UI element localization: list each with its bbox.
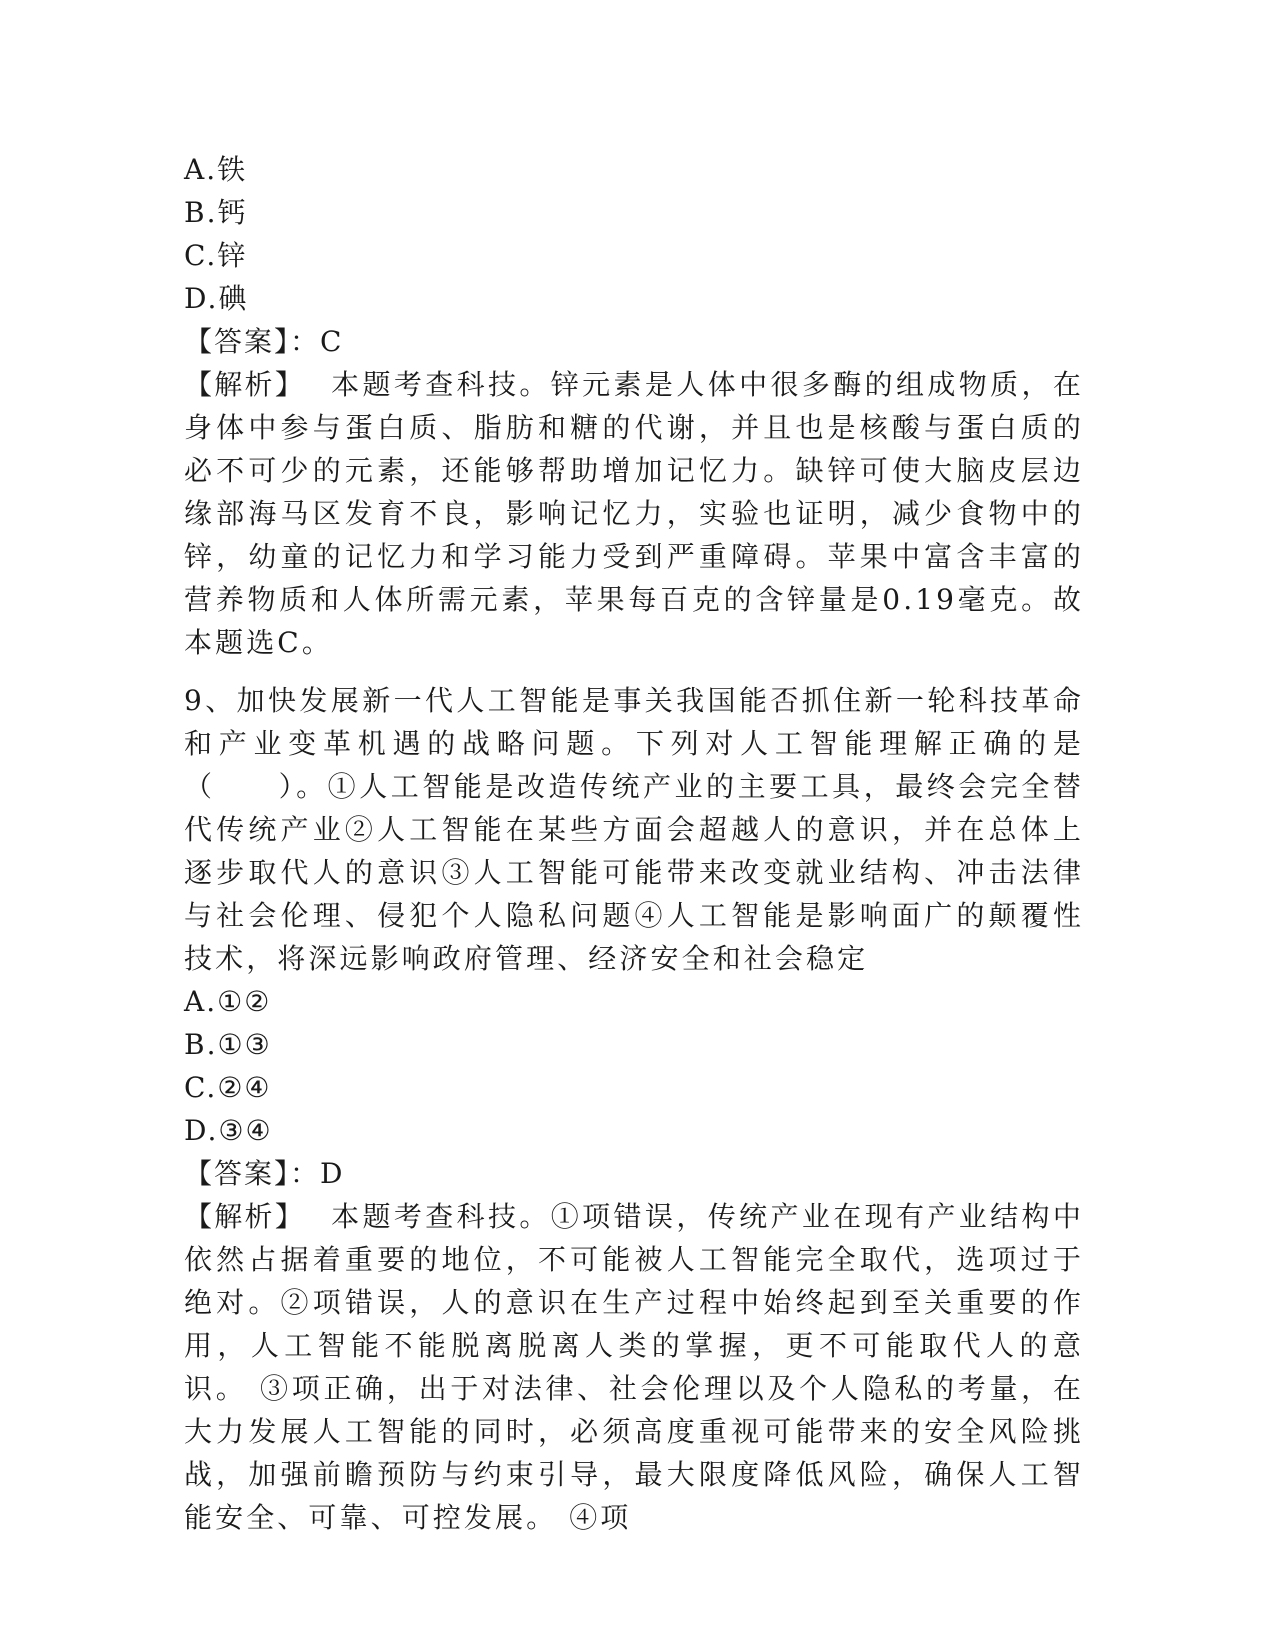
- option-b: B.钙: [184, 196, 248, 229]
- option-a: A.铁: [184, 153, 248, 186]
- analysis-text: 本题考查科技。①项错误，传统产业在现有产业结构中依然占据着重要的地位，不可能被人工智能完全取代，选项过于绝对。②项错误，人的意识在生产过程中始终起到至关重要的作用，人工智能不能脱离脱离人类的掌握，更不可能取代人的意识。 ③项正确，出于对法律、社会伦理以及个人隐私的考量，在大力发展人工智能的同时，必须高度重视可能带来的安全风险挑战，加强前瞻预防与约束引导，最大限度降低风险，确保人工智能安全、可靠、可控发展。 ④项: [184, 1200, 1084, 1534]
- analysis-label: 【解析】: [184, 368, 306, 401]
- question-stem: 9、加快发展新一代人工智能是事关我国能否抓住新一轮科技革命和产业变革机遇的战略问题。下列对人工智能理解正确的是（ ）。①人工智能是改造传统产业的主要工具，最终会完全替代传统产业②人工智能在某些方面会超越人的意识，并在总体上逐步取代人的意识③人工智能可能带来改变就业结构、冲击法律与社会伦理、侵犯个人隐私问题④人工智能是影响面广的颠覆性技术，将深远影响政府管理、经济安全和社会稳定: [184, 684, 1084, 975]
- option-c: C.②④: [184, 1071, 272, 1104]
- answer-label: 【答案】：: [184, 325, 321, 358]
- option-c: C.锌: [184, 239, 248, 272]
- answer-value: D: [320, 1157, 345, 1190]
- analysis-paragraph: [184, 363, 1084, 664]
- answer-value: C: [320, 325, 344, 358]
- answer-label: 【答案】：: [184, 1157, 321, 1190]
- answer-line: [184, 320, 1084, 363]
- answer-line: [184, 1152, 1084, 1195]
- option-d: D.③④: [184, 1114, 273, 1147]
- analysis-label: 【解析】: [184, 1200, 306, 1233]
- option-a: A.①②: [184, 985, 272, 1018]
- question-spacer: [184, 664, 1084, 679]
- document-page: [184, 148, 1084, 1539]
- option-b: B.①③: [184, 1028, 272, 1061]
- analysis-paragraph: [184, 1195, 1084, 1539]
- analysis-text: 本题考查科技。锌元素是人体中很多酶的组成物质，在身体中参与蛋白质、脂肪和糖的代谢，并且也是核酸与蛋白质的必不可少的元素，还能够帮助增加记忆力。缺锌可使大脑皮层边缘部海马区发育不良，影响记忆力，实验也证明，减少食物中的锌，幼童的记忆力和学习能力受到严重障碍。苹果中富含丰富的营养物质和人体所需元素，苹果每百克的含锌量是0.19毫克。故本题选C。: [184, 368, 1084, 659]
- option-d: D.碘: [184, 282, 249, 315]
